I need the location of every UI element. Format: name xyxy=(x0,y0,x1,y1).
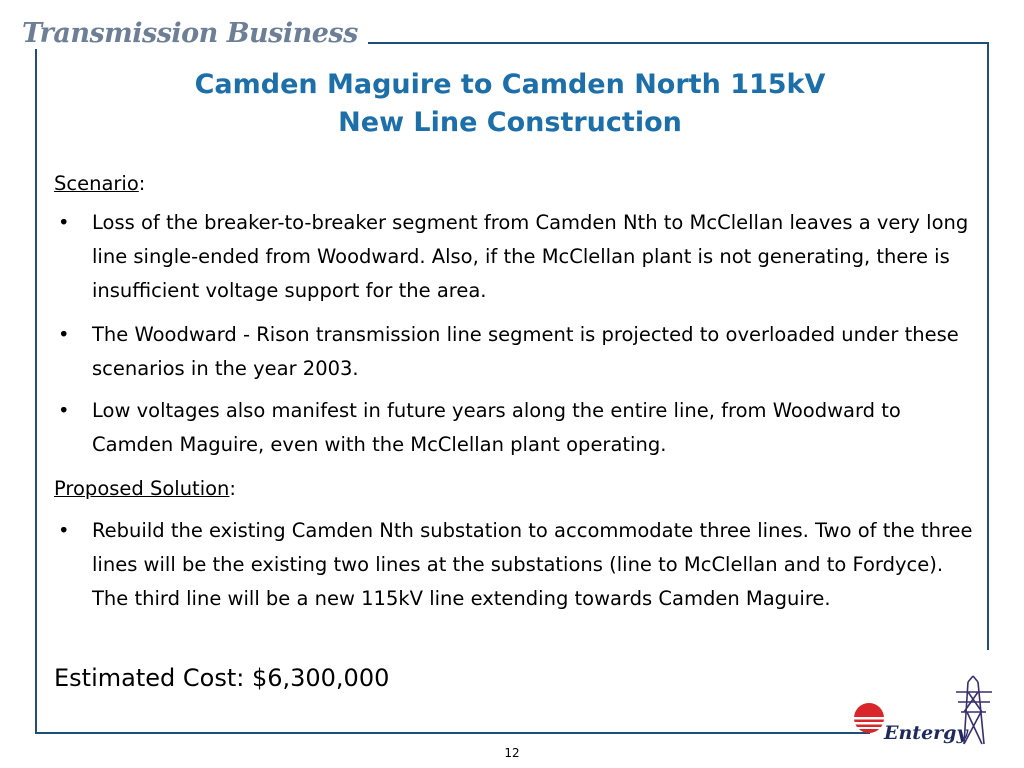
bullet-dot: • xyxy=(58,211,70,234)
scenario-bullet-2 xyxy=(54,318,979,386)
estimated-cost: Estimated Cost: $6,300,000 xyxy=(54,664,390,692)
title-line-1: Camden Maguire to Camden North 115kV xyxy=(194,69,826,100)
entergy-logo xyxy=(846,672,1006,752)
solution-heading xyxy=(54,475,236,503)
header-label: Transmission Business xyxy=(22,18,368,49)
scenario-bullet-3 xyxy=(54,394,979,462)
scenario-bullet-1-text: Loss of the breaker-to-breaker segment from Camden Nth to McClellan leaves a very long line single-ended from Woodward. Also, if the McClellan plant is not generating, there is insufficient voltage support for the area. xyxy=(92,211,969,302)
scenario-heading xyxy=(54,170,145,198)
bullet-dot: • xyxy=(58,519,70,542)
bullet-dot: • xyxy=(58,399,70,422)
slide-title xyxy=(60,66,960,142)
sun-on-water-icon xyxy=(852,703,886,733)
solution-bullet-1 xyxy=(54,514,979,616)
slide-frame xyxy=(35,42,989,734)
title-line-2: New Line Construction xyxy=(338,107,682,138)
scenario-bullet-1 xyxy=(54,206,979,308)
scenario-bullet-2-text: The Woodward - Rison transmission line segment is projected to overloaded under these scenarios in the year 2003. xyxy=(92,323,959,380)
page-number: 12 xyxy=(504,746,520,760)
scenario-label: Scenario xyxy=(54,172,139,195)
solution-label: Proposed Solution xyxy=(54,477,230,500)
solution-colon: : xyxy=(229,477,236,500)
logo-wordmark: Entergy xyxy=(884,722,968,744)
bullet-dot: • xyxy=(58,323,70,346)
scenario-bullet-3-text: Low voltages also manifest in future years along the entire line, from Woodward to Camden Maguire, even with the McClellan plant operating. xyxy=(92,399,901,456)
scenario-colon: : xyxy=(138,172,146,195)
solution-bullet-1-text: Rebuild the existing Camden Nth substation to accommodate three lines. Two of the three lines will be the existing two lines at the substations (line to McClellan and to Fordyce). The third line will be a new 115kV line extending towards Camden Maguire. xyxy=(92,519,973,610)
